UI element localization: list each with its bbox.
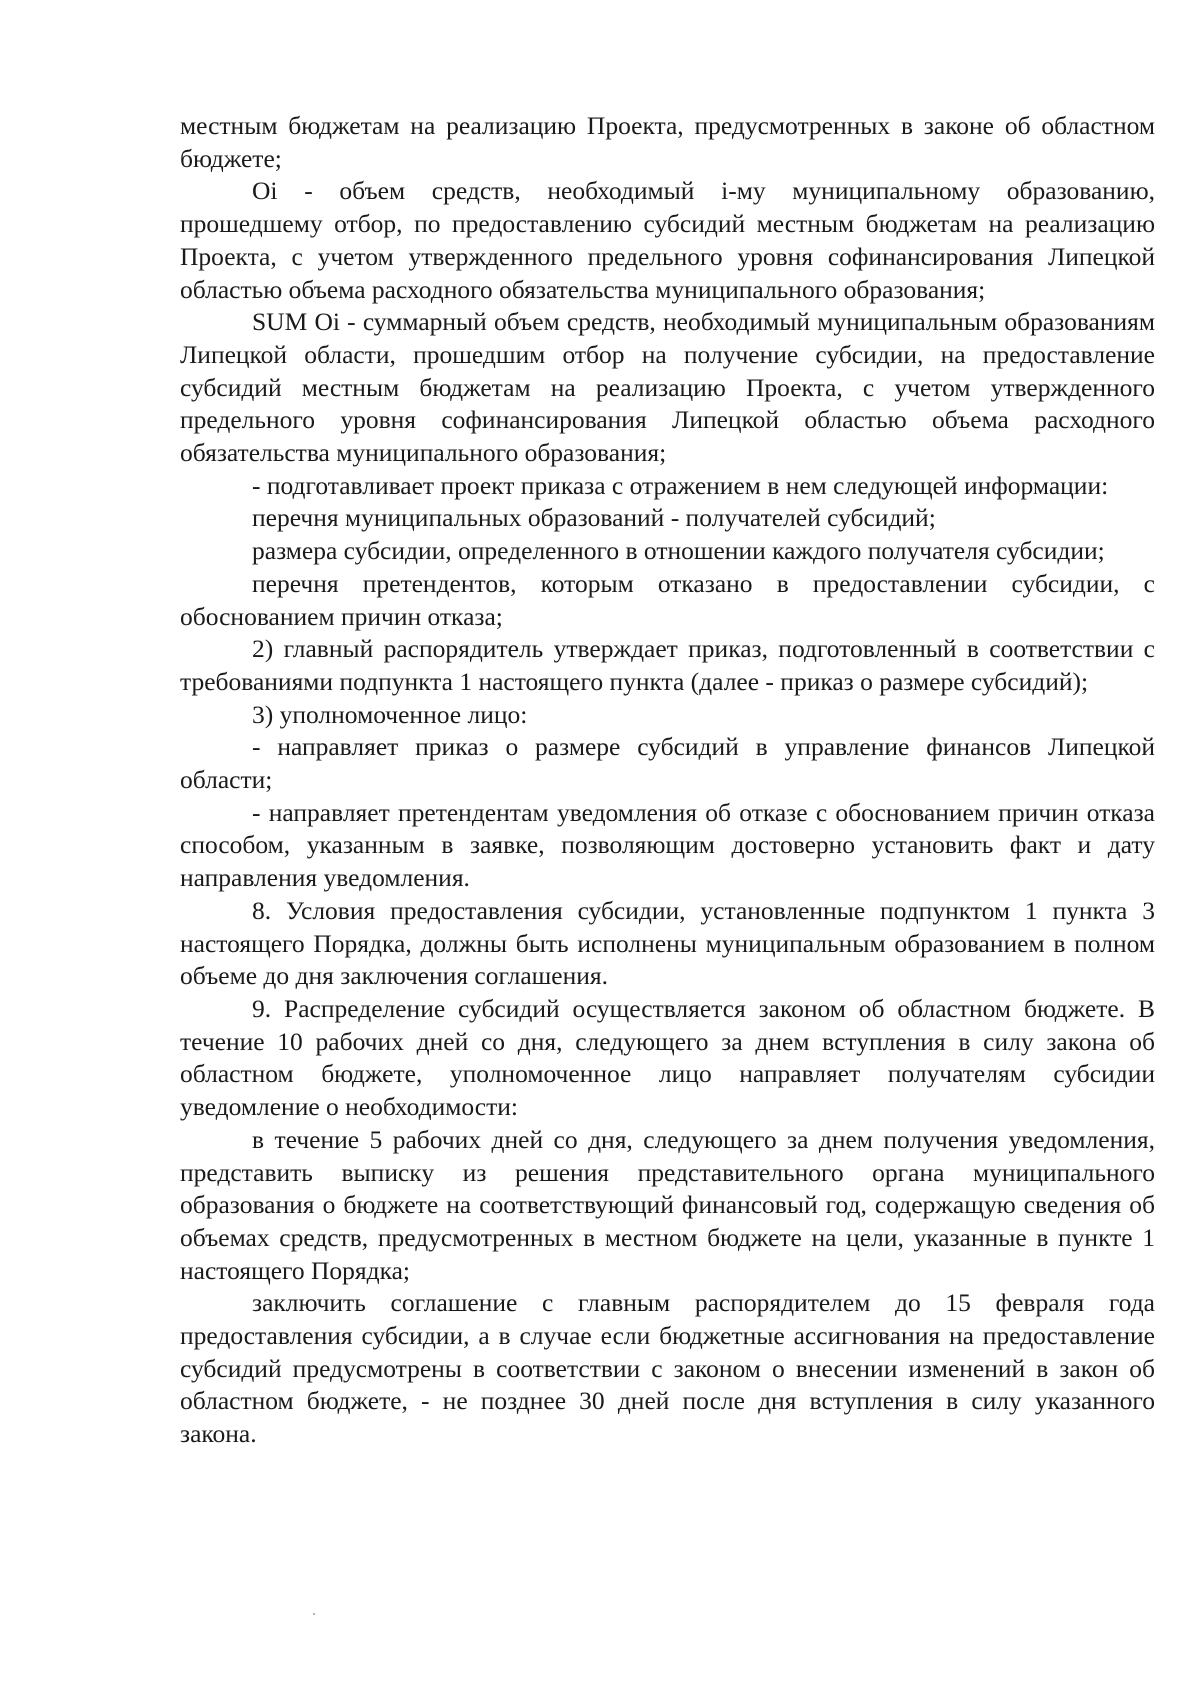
paragraph-5: перечня муниципальных образований - получателей субсидий; (252, 503, 936, 533)
paragraph-9: 3) уполномоченное лицо: (252, 699, 528, 729)
document-body (180, 110, 1155, 1451)
paragraph-13: 9. Распределение субсидий осуществляется законом об областном бюджете. В течение 10 рабочих дней со дня, следующего за днем вступления в силу закона об областном бюджете, уполномоченное лицо направляет получателям субсидии уведомление о необходимости: (180, 993, 1155, 1122)
scan-speck (313, 1613, 315, 1615)
paragraph-1: местным бюджетам на реализацию Проекта, предусмотренных в законе об областном бюджете; (180, 111, 1155, 173)
paragraph-8: 2) главный распорядитель утверждает приказ, подготовленный в соответствии с требованиями подпункта 1 настоящего пункта (далее - приказ о размере субсидий); (180, 634, 1155, 696)
paragraph-2: Oi - объем средств, необходимый i-му муниципальному образованию, прошедшему отбор, по предоставлению субсидий местным бюджетам на реализацию Проекта, с учетом утвержденного предельного уровня софинансирования Липецкой областью объема расходного обязательства муниципального образования; (180, 176, 1155, 304)
paragraph-10: - направляет приказ о размере субсидий в управление финансов Липецкой области; (180, 732, 1155, 795)
paragraph-6: размера субсидии, определенного в отношении каждого получателя субсидии; (252, 536, 1105, 566)
paragraph-3: SUM Oi - суммарный объем средств, необходимый муниципальным образованиям Липецкой области, прошедшим отбор на получение субсидии, на предоставление субсидий местным бюджетам на реализацию Проекта, с учетом утвержденного предельного уровня софинансирования Липецкой областью объема расходного обязательства муниципального образования; (180, 307, 1155, 468)
paragraph-4: - подготавливает проект приказа с отражением в нем следующей информации: (252, 470, 1109, 500)
paragraph-12: 8. Условия предоставления субсидии, установленные подпунктом 1 пункта 3 настоящего Порядка, должны быть исполнены муниципальным образованием в полном объеме до дня заключения соглашения. (180, 895, 1155, 991)
paragraph-15: заключить соглашение с главным распорядителем до 15 февраля года предоставления субсидии, а в случае если бюджетные ассигнования на предоставление субсидий предусмотрены в соответствии с законом о внесении изменений в закон об областном бюджете, - не позднее 30 дней после дня вступления в силу указанного закона. (180, 1288, 1155, 1449)
paragraph-7: перечня претендентов, которым отказано в предоставлении субсидии, с обоснованием причин отказа; (180, 568, 1155, 631)
paragraph-14: в течение 5 рабочих дней со дня, следующего за днем получения уведомления, представить выписку из решения представительного органа муниципального образования о бюджете на соответствующий финансовый год, содержащую сведения об объемах средств, предусмотренных в местном бюджете на цели, указанные в пункте 1 настоящего Порядка; (180, 1124, 1155, 1285)
paragraph-11: - направляет претендентам уведомления об отказе с обоснованием причин отказа способом, указанным в заявке, позволяющим достоверно установить факт и дату направления уведомления. (180, 797, 1155, 893)
